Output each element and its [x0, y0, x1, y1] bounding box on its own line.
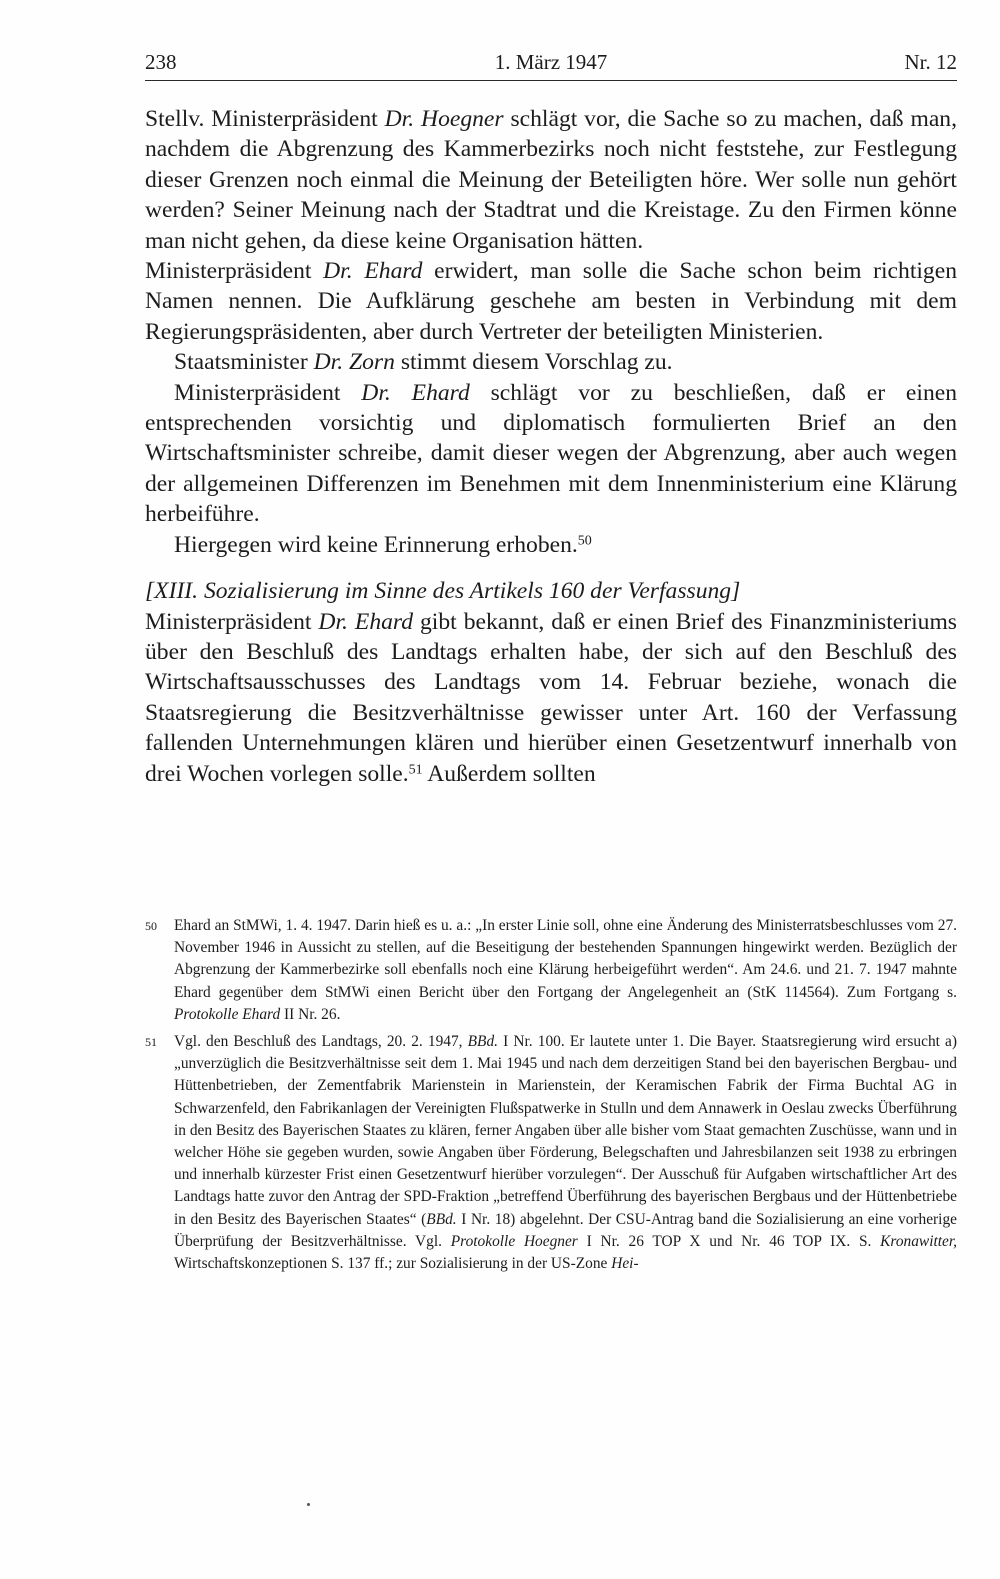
speaker-name: Hoegner: [421, 106, 504, 132]
speaker-name: Ehard: [411, 379, 470, 406]
header-date: 1. März 1947: [494, 50, 608, 74]
footnote-50: 50 Ehard an StMWi, 1. 4. 1947. Darin hieß es u. a.: „In erster Linie soll, ohne eine Änderung des Ministerratsbeschlusses vom 27. November 1946 in Aussicht zu stellen, auf die Beseitigung der bestehenden Spannungen hingewirkt werden. Bezüglich der Abgrenzung der Kammerbezirke soll ebenfalls noch eine Klärung herbeigeführt werden“. Am 24.6. und 21. 7. 1947 mahnte Ehard gegenüber dem StMWi einen Bericht über den Fortgang der Angelegenheit an (StK 114564). Zum Fortgang s. Protokolle Ehard II Nr. 26.: [145, 917, 957, 1023]
paragraph-ehard-reply: Ministerpräsident Dr. Ehard erwidert, man solle die Sache schon beim richtigen Namen nennen. Die Aufklärung geschehe am besten in Verbindung mit dem Regierungspräsidenten, aber durch Vertreter der beteiligten Ministerien.: [145, 258, 957, 345]
footnote-ref-50: 50: [577, 533, 592, 548]
main-text: [145, 104, 957, 789]
section-heading: [XIII. Sozialisierung im Sinne des Artikels 160 der Verfassung]: [145, 578, 741, 605]
footnote-number: 50: [145, 919, 157, 933]
footnotes: [145, 915, 957, 1280]
speaker-name: Zorn: [349, 349, 395, 376]
print-speck: [307, 1503, 310, 1506]
speaker-name: Ehard: [364, 258, 423, 285]
protocol-number: Nr. 12: [904, 50, 957, 74]
speaker-name: Ehard: [354, 608, 414, 635]
paragraph-ehard-letter: Ministerpräsident Dr. Ehard schlägt vor zu beschließen, daß er einen entsprechenden vorsichtig und diplomatisch formulierten Brief an den Wirtschaftsminister schreibe, damit dieser wegen der Abgrenzung, aber auch wegen der allgemeinen Differenzen im Benehmen mit dem Innenministerium eine Klärung herbeiführe.: [145, 379, 958, 528]
paragraph-zorn-agrees: Staatsminister Dr. Zorn stimmt diesem Vorschlag zu.: [174, 349, 673, 376]
paragraph-hoegner-proposal: Stellv. Ministerpräsident Dr. Hoegner schlägt vor, die Sache so zu machen, daß man, nachdem die Abgrenzung des Kammerbezirks noch nicht feststehe, zur Festlegung dieser Grenzen noch einmal die Meinung der Beteiligten höre. Wer solle nun gehört werden? Seiner Meinung nach der Stadtrat und die Kreistage. Zu den Firmen könne man nicht gehen, da diese keine Organisation hätten.: [145, 106, 958, 254]
page-number: 238: [145, 50, 177, 74]
paragraph-socialization: Ministerpräsident Dr. Ehard gibt bekannt, daß er einen Brief des Finanzministeriums über den Beschluß des Landtags erhalten habe, der sich auf den Beschluß des Wirtschaftsausschusses des Landtags vom 14. Februar beziehe, wonach die Staatsregierung die Besitzverhältnisse gewisser unter Art. 160 der Verfassung fallenden Unternehmungen klären und hierüber einen Gesetzentwurf innerhalb von drei Wochen vorlegen solle.$^{51}$ Außerdem sollten: [145, 608, 957, 787]
paragraph-no-objection: Hiergegen wird keine Erinnerung erhoben.$^{50}$: [174, 531, 592, 558]
running-header: [145, 44, 957, 81]
footnote-51: 51 Vgl. den Beschluß des Landtags, 20. 2. 1947, BBd. I Nr. 100. Er lautete unter 1. Die Bayer. Staatsregierung wird ersucht a) „unverzüglich die Besitzverhältnisse seit dem 1. Mai 1945 und nach dem derzeitigen Stand bei den bayerischen Bergbau- und Hüttenbetrieben, der Zementfabrik Marienstein in Marienstein, der Keramischen Fabrik der Firma Buchtal AG in Schwarzenfeld, den Fabrikanlagen der Vereinigten Flußspatwerke in Stulln und dem Annawerk in Oeslau zwecks Überführung in den Besitz des Bayerischen Staates zu klären, ferner Angaben über alle bisher vom Staat gemachten Zuschüsse, wann und in welcher Höhe sie gegeben wurden, sowie Angaben über Förderung, Belegschaften und Jahresbilanzen seit 1938 zu erbringen und innerhalb kürzester Frist einen Gesetzentwurf hierüber vorzulegen“. Der Ausschuß für Aufgaben wirtschaftlicher Art des Landtags hatte zuvor den Antrag der SPD-Fraktion „betreffend Überführung des bayerischen Bergbaus und der Hüttenbetriebe in den Besitz des Bayerischen Staates“ (BBd. I Nr. 18) abgelehnt. Der CSU-Antrag band die Sozialisierung an eine vorherige Überprüfung der Besitzverhältnisse. Vgl. Protokolle Hoegner I Nr. 26 TOP X und Nr. 46 TOP IX. S. Kronawitter, Wirtschaftskonzeptionen S. 137 ff.; zur Sozialisierung in der US-Zone Hei-: [145, 1033, 957, 1273]
footnote-ref-51: 51: [408, 761, 423, 777]
footnote-number: 51: [145, 1035, 157, 1050]
